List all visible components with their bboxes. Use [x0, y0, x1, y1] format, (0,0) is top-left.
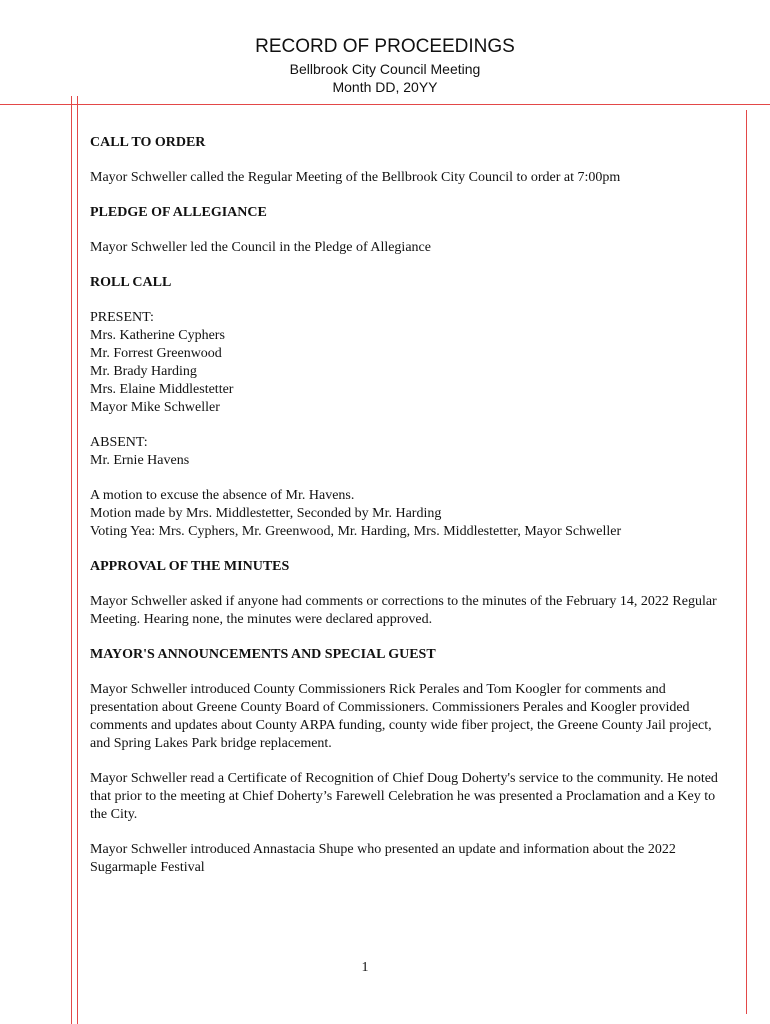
document-title: RECORD OF PROCEEDINGS: [255, 36, 515, 57]
present-member: Mrs. Elaine Middlestetter: [90, 382, 234, 397]
pledge-text: Mayor Schweller led the Council in the Pledge of Allegiance: [90, 240, 431, 255]
present-member: Mayor Mike Schweller: [90, 400, 220, 415]
left-margin-rule-inner: [77, 96, 78, 1024]
minutes-body: [90, 134, 730, 877]
announcement-paragraph: Mayor Schweller read a Certificate of Recognition of Chief Doug Doherty's service to the community. He noted that prior to the meeting at Chief Doherty’s Farewell Celebration he was presented a Proclamation and a Key to the City.: [90, 771, 718, 822]
announcement-paragraph: Mayor Schweller introduced Annastacia Shupe who presented an update and information about the 2022 Sugarmaple Festival: [90, 842, 676, 875]
header-rule: [0, 104, 770, 105]
section-heading-roll-call: ROLL CALL: [90, 275, 172, 290]
absent-label: ABSENT:: [90, 435, 148, 450]
section-heading-announcements: MAYOR'S ANNOUNCEMENTS AND SPECIAL GUEST: [90, 647, 436, 662]
motion-line: Voting Yea: Mrs. Cyphers, Mr. Greenwood, Mr. Harding, Mrs. Middlestetter, Mayor Schweller: [90, 524, 622, 539]
motion-line: Motion made by Mrs. Middlestetter, Seconded by Mr. Harding: [90, 506, 442, 521]
present-member: Mr. Forrest Greenwood: [90, 346, 222, 361]
absent-member: Mr. Ernie Havens: [90, 453, 190, 468]
motion-line: A motion to excuse the absence of Mr. Havens.: [90, 488, 355, 503]
call-to-order-text: Mayor Schweller called the Regular Meeting of the Bellbrook City Council to order at 7:00pm: [90, 170, 621, 185]
section-heading-minutes: APPROVAL OF THE MINUTES: [90, 559, 290, 574]
left-margin-rule-outer: [71, 96, 72, 1024]
present-label: PRESENT:: [90, 310, 154, 325]
section-heading-call-to-order: CALL TO ORDER: [90, 135, 206, 150]
section-heading-pledge: PLEDGE OF ALLEGIANCE: [90, 205, 267, 220]
meeting-date: Month DD, 20YY: [332, 79, 438, 95]
present-member: Mrs. Katherine Cyphers: [90, 328, 225, 343]
right-margin-rule: [746, 110, 747, 1014]
minutes-text: Mayor Schweller asked if anyone had comments or corrections to the minutes of the February 14, 2022 Regular Meeting. Hearing none, the minutes were declared approved.: [90, 594, 717, 627]
present-member: Mr. Brady Harding: [90, 364, 197, 379]
announcement-paragraph: Mayor Schweller introduced County Commissioners Rick Perales and Tom Koogler for comments and presentation about Greene County Board of Commissioners. Commissioners Perales and Koogler provided comments and updates about County ARPA funding, county wide fiber project, the Greene County Jail project, and Spring Lakes Park bridge replacement.: [90, 682, 712, 751]
page-number: 1: [361, 960, 369, 975]
meeting-name: Bellbrook City Council Meeting: [289, 61, 481, 77]
